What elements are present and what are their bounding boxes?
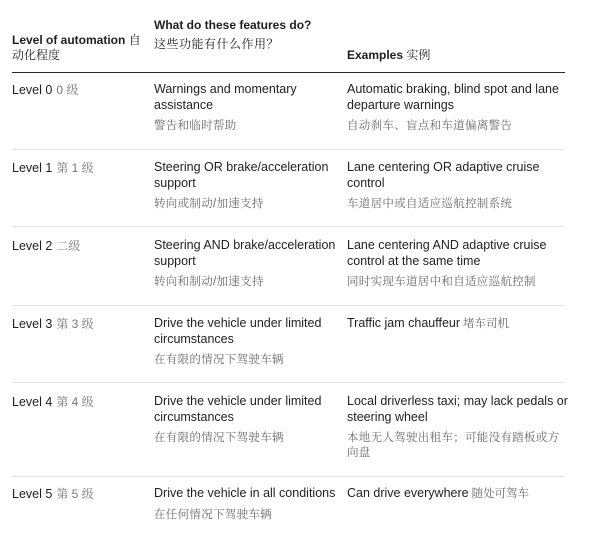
examples-en: Can drive everywhere [347, 486, 469, 500]
features-cell [154, 316, 340, 368]
examples-cell [347, 316, 569, 333]
features-zh: 在有限的情况下驾驶车辆 [154, 432, 284, 444]
header-features-en: What do these features do? [154, 18, 312, 32]
examples-zh: 同时实现车道居中和自适应巡航控制 [347, 276, 536, 288]
examples-zh: 自动刹车、盲点和车道偏离警告 [347, 120, 513, 132]
header-features-zh: 这些功能有什么作用？ [154, 37, 280, 51]
level-en: Level 2 [12, 239, 53, 253]
examples-cell [347, 486, 569, 503]
level-en: Level 0 [12, 83, 53, 97]
features-cell [154, 160, 340, 212]
features-zh: 转向和制动/加速支持 [154, 276, 264, 288]
features-en: Steering OR brake/acceleration support [154, 160, 329, 190]
examples-cell [347, 394, 569, 461]
header-examples-zh: 实例 [406, 48, 431, 62]
examples-en: Traffic jam chauffeur [347, 316, 461, 330]
features-en: Warnings and momentary assistance [154, 82, 297, 112]
examples-line [347, 316, 569, 333]
features-zh: 在有限的情况下驾驶车辆 [154, 354, 284, 366]
level-en: Level 3 [12, 317, 53, 331]
header-features [154, 18, 339, 52]
examples-en: Lane centering OR adaptive cruise control [347, 160, 540, 190]
level-en: Level 4 [12, 395, 53, 409]
examples-cell [347, 238, 569, 290]
examples-en: Local driverless taxi; may lack pedals or steering wheel [347, 394, 568, 424]
header-level [12, 33, 152, 63]
level-zh: 0 级 [56, 83, 79, 97]
examples-cell [347, 160, 569, 212]
features-en: Drive the vehicle under limited circumstances [154, 316, 322, 346]
examples-en: Lane centering AND adaptive cruise control at the same time [347, 238, 547, 268]
row-divider [12, 382, 565, 383]
examples-en: Automatic braking, blind spot and lane departure warnings [347, 82, 559, 112]
row-divider [12, 305, 565, 306]
level-zh: 第 5 级 [56, 487, 94, 501]
table-header [0, 0, 600, 73]
features-en: Drive the vehicle in all conditions [154, 486, 336, 500]
row-divider [12, 149, 565, 150]
features-en: Drive the vehicle under limited circumstances [154, 394, 322, 424]
level-zh: 二级 [56, 239, 81, 253]
level-en: Level 1 [12, 161, 53, 175]
features-cell [154, 82, 340, 134]
features-en: Steering AND brake/acceleration support [154, 238, 336, 268]
examples-zh: 堵车司机 [463, 318, 510, 330]
level-en: Level 5 [12, 487, 53, 501]
level-cell [12, 486, 147, 502]
features-cell [154, 394, 340, 446]
level-cell [12, 160, 147, 176]
level-zh: 第 3 级 [56, 317, 94, 331]
level-zh: 第 4 级 [56, 395, 94, 409]
header-examples [347, 48, 587, 63]
row-divider [12, 226, 565, 227]
level-cell [12, 316, 147, 332]
examples-zh: 车道居中或自适应巡航控制系统 [347, 198, 513, 210]
features-zh: 警告和临时帮助 [154, 120, 237, 132]
examples-line [347, 486, 569, 503]
level-cell [12, 238, 147, 254]
features-cell [154, 238, 340, 290]
header-level-en: Level of automation [12, 33, 126, 47]
level-cell [12, 394, 147, 410]
examples-zh: 本地无人驾驶出租车；可能没有踏板或方向盘 [347, 432, 560, 459]
row-divider [12, 476, 565, 477]
header-rule [12, 72, 565, 73]
header-examples-en: Examples [347, 48, 404, 62]
examples-cell [347, 82, 569, 134]
level-zh: 第 1 级 [56, 161, 94, 175]
examples-zh: 随处可驾车 [471, 488, 530, 500]
features-cell [154, 486, 340, 523]
level-cell [12, 82, 147, 98]
features-zh: 在任何情况下驾驶车辆 [154, 508, 272, 521]
header-level-zh: 自动化程度 [12, 33, 141, 62]
features-zh: 转向或制动/加速支持 [154, 198, 264, 210]
